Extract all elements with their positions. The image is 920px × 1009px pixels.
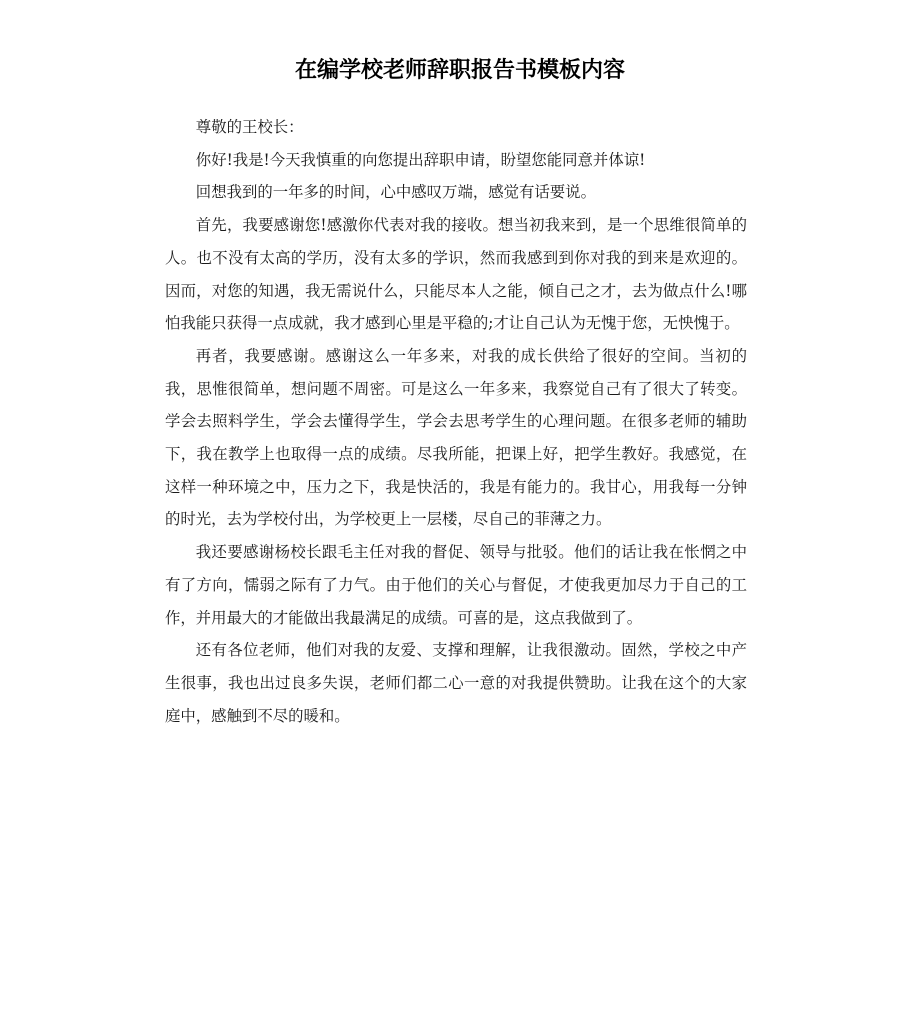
thanks-principal-paragraph: 首先，我要感谢您!感激你代表对我的接收。想当初我来到，是一个思维很简单的人。也不没有太高的学历，没有太多的学识，然而我感到到你对我的到来是欢迎的。因而，对您的知遇，我无需说什么，只能尽本人之能，倾自己之才，去为做点什么!哪怕我能只获得一点成就，我才感到心里是平稳的;才让自己认为无愧于您，无怏愧于。 (165, 216, 747, 333)
document-title: 在编学校老师辞职报告书模板内容 (294, 58, 625, 83)
document-body (165, 111, 747, 732)
thanks-colleagues-paragraph: 还有各位老师，他们对我的友爱、支撑和理解，让我很激动。固然，学校之中产生很事，我也出过良多失误，老师们都二心一意的对我提供赞助。让我在这个的大家庭中，感触到不尽的暖和。 (165, 641, 747, 725)
salutation-paragraph: 尊敬的王校长： (195, 118, 304, 136)
reflection-paragraph: 回想我到的一年多的时间，心中感叹万端，感觉有话要说。 (195, 183, 596, 202)
thanks-leaders-paragraph: 我还要感谢杨校长跟毛主任对我的督促、领导与批驳。他们的话让我在怅惘之中有了方向，懦弱之际有了力气。由于他们的关心与督促，才使我更加尽力于自己的工作，并用最大的才能做出我最满足的成绩。可喜的是，这点我做到了。 (165, 543, 747, 627)
greeting-paragraph: 你好!我是!今天我慎重的向您提出辞职申请，盼望您能同意并体谅! (195, 150, 646, 169)
thanks-school-paragraph: 再者，我要感谢。感谢这么一年多来，对我的成长供给了很好的空间。当初的我，思惟很简单，想问题不周密。可是这么一年多来，我察觉自己有了很大了转变。学会去照料学生，学会去懂得学生，学会去思考学生的心理问题。在很多老师的辅助下，我在教学上也取得一点的成绩。尽我所能，把课上好，把学生教好。我感觉，在这样一种环境之中，压力之下，我是快活的，我是有能力的。我甘心，用我每一分钟的时光，去为学校付出，为学校更上一层楼，尽自己的菲薄之力。 (165, 346, 747, 529)
